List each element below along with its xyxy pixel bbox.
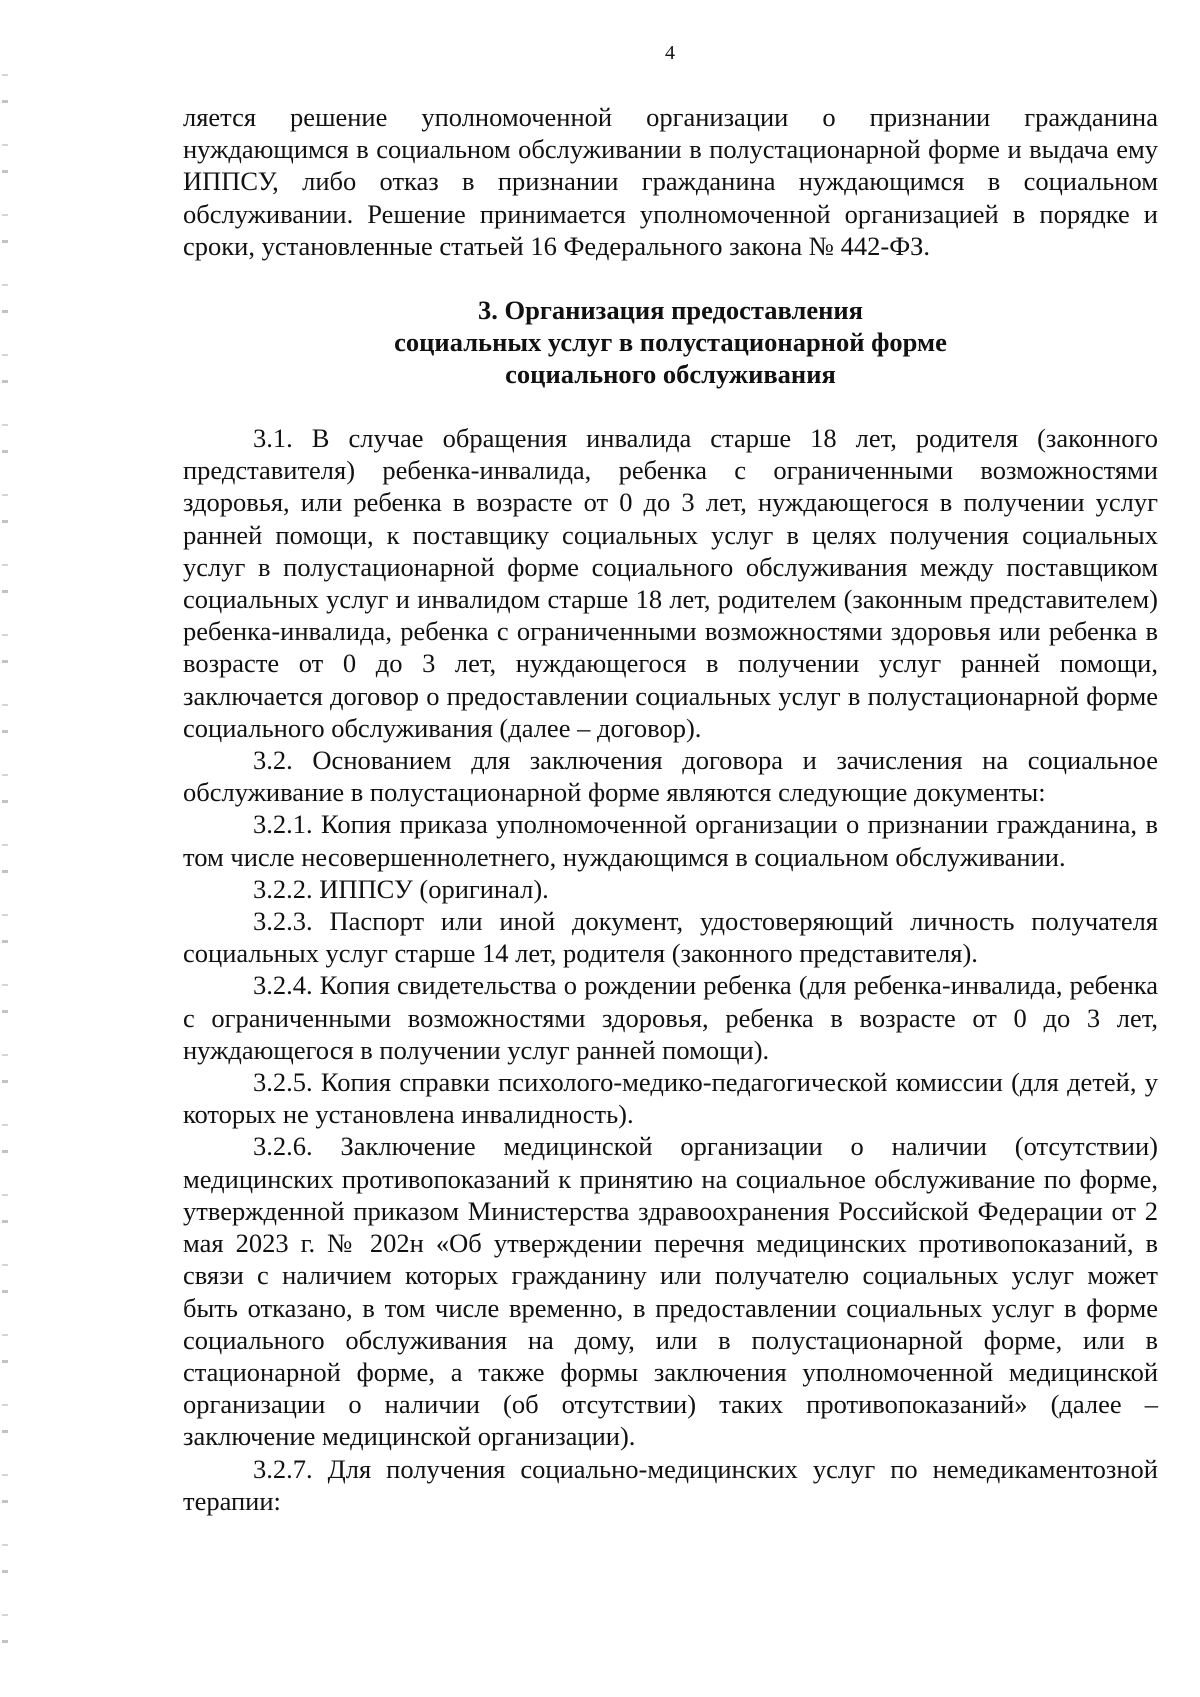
page-number: 4 [665,42,675,64]
section-heading-line-3: социального обслуживания [505,359,836,390]
scan-edge-artifact [2,60,8,1680]
paragraph-3-2-2: 3.2.2. ИППСУ (оригинал). [253,873,549,904]
paragraph-3-2-5: 3.2.5. Копия справки психолого-медико-педагогической комиссии (для детей, у которых не установлена инвалидность). [183,1067,1158,1130]
section-heading-line-2: социальных услуг в полустационарной форме [394,327,947,358]
section-heading-line-1: 3. Организация предоставления [478,295,863,326]
paragraph-3-2-7: 3.2.7. Для получения социально-медицинских услуг по немедикаментозной терапии: [183,1453,1158,1516]
section-heading [183,294,1158,390]
paragraph-3-2-6: 3.2.6. Заключение медицинской организации о наличии (отсутствии) медицинских противопоказаний к принятию на социальное обслуживание по форме, утвержденной приказом Министерства здравоохранения Российской Федерации от 2 мая 2023 г. № 202н «Об утверждении перечня медицинских противопоказаний, в связи с наличием которых гражданину или получателю социальных услуг может быть отказано, в том числе временно, в предоставлении социальных услуг в форме социального обслуживания на дому, или в полустационарной форме, или в стационарной форме, а также формы заключения уполномоченной медицинской организации о наличии (об отсутствии) таких противопоказаний» (далее – заключение медицинской организации). [183,1131,1158,1452]
document-body [183,101,1158,1517]
paragraph-3-2-1: 3.2.1. Копия приказа уполномоченной организации о признании гражданина, в том числе несовершеннолетнего, нуждающимся в социальном обслуживании. [183,809,1158,872]
paragraph-3-2-3: 3.2.3. Паспорт или иной документ, удостоверяющий личность получателя социальных услуг старше 14 лет, родителя (законного представителя). [183,906,1158,969]
intro-paragraph: ляется решение уполномоченной организации о признании гражданина нуждающимся в социальном обслуживании в полустационарной форме и выдача ему ИППСУ, либо отказ в признании гражданина нуждающимся в социальном обслуживании. Решение принимается уполномоченной организацией в порядке и сроки, установленные статьей 16 Федерального закона № 442-ФЗ. [183,102,1158,261]
paragraph-3-2: 3.2. Основанием для заключения договора и зачисления на социальное обслуживание в полустационарной форме являются следующие документы: [183,745,1158,808]
paragraph-3-2-4: 3.2.4. Копия свидетельства о рождении ребенка (для ребенка-инвалида, ребенка с ограниченными возможностями здоровья, ребенка в возрасте от 0 до 3 лет, нуждающегося в получении услуг ранней помощи). [183,970,1158,1065]
paragraph-3-1: 3.1. В случае обращения инвалида старше 18 лет, родителя (законного представителя) ребенка-инвалида, ребенка с ограниченными возможностями здоровья, или ребенка в возрасте от 0 до 3 лет, нуждающегося в получении услуг ранней помощи, к поставщику социальных услуг в целях получения социальных услуг в полустационарной форме социального обслуживания между поставщиком социальных услуг и инвалидом старше 18 лет, родителем (законным представителем) ребенка-инвалида, ребенка с ограниченными возможностями здоровья или ребенка в возрасте от 0 до 3 лет, нуждающегося в получении услуг ранней помощи, заключается договор о предоставлении социальных услуг в полустационарной форме социального обслуживания (далее – договор). [183,423,1158,743]
